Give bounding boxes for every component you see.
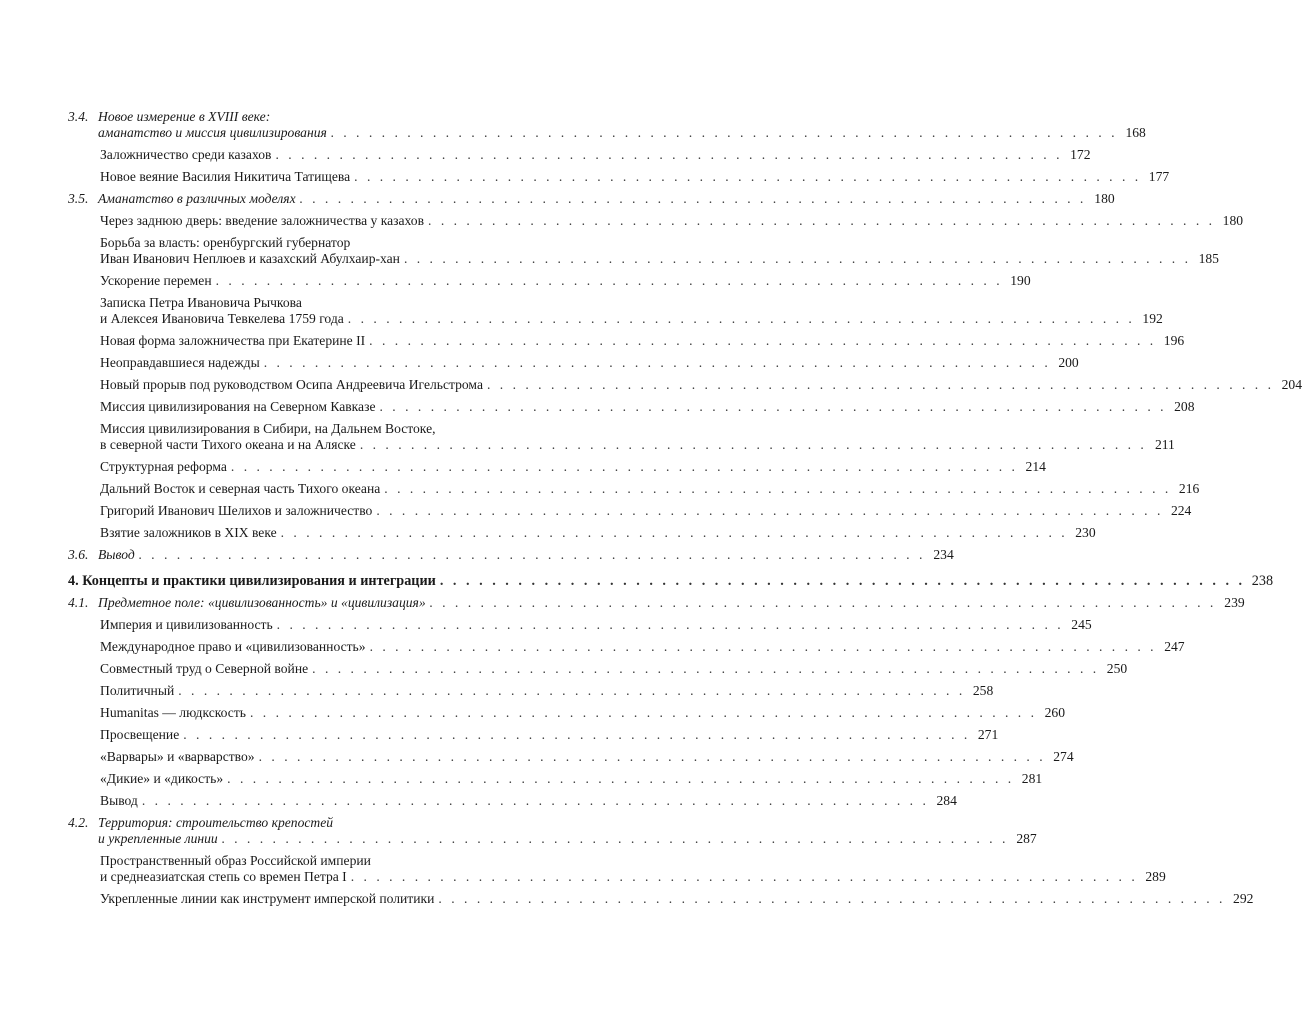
dot-leader: . . . . . . . . . . . . . . . . . . . . . . . . . . . . . . . . . . . . . . . . . . . . . . . . . . . . . . . . . . . . . . <box>275 147 1063 162</box>
page-number: 250 <box>1106 661 1128 676</box>
toc-entry <box>68 355 1079 371</box>
entry-title-line: Записка Петра Ивановича Рычкова <box>100 295 302 310</box>
dot-leader: . . . . . . . . . . . . . . . . . . . . . . . . . . . . . . . . . . . . . . . . . . . . . . . . . . . . . . . . . . . . . . <box>230 459 1018 474</box>
entry-title-line: Григорий Иванович Шелихов и заложничество <box>100 503 373 518</box>
toc-entry <box>68 793 957 809</box>
toc-entry <box>68 705 1065 721</box>
entry-title-line: Предметное поле: «цивилизованность» и «цивилизация» <box>98 595 426 610</box>
dot-leader: . . . . . . . . . . . . . . . . . . . . . . . . . . . . . . . . . . . . . . . . . . . . . . . . . . . . . . . . . . . . . . <box>227 771 1015 786</box>
entry-title-line: Новая форма заложничества при Екатерине II <box>100 333 366 348</box>
dot-leader: . . . . . . . . . . . . . . . . . . . . . . . . . . . . . . . . . . . . . . . . . . . . . . . . . . . . . . . . . . . . . . <box>330 125 1118 140</box>
page-number: 185 <box>1198 251 1219 266</box>
entry-title-line: аманатство и миссия цивилизирования <box>98 125 327 140</box>
entry-title-line: и Алексея Ивановича Тевкелева 1759 года <box>100 311 344 326</box>
toc-entry <box>68 573 1274 589</box>
dot-leader: . . . . . . . . . . . . . . . . . . . . . . . . . . . . . . . . . . . . . . . . . . . . . . . . . . . . . . . . . . . . . . <box>215 273 1003 288</box>
entry-title-line: Просвещение <box>100 727 180 742</box>
entry-title-line: Humanitas — людкскость <box>100 705 246 720</box>
toc-entry <box>68 273 1031 289</box>
entry-title-line: «Варвары» и «варварство» <box>100 749 255 764</box>
dot-leader: . . . . . . . . . . . . . . . . . . . . . . . . . . . . . . . . . . . . . . . . . . . . . . . . . . . . . . . . . . . . . . <box>429 595 1217 610</box>
dot-leader: . . . . . . . . . . . . . . . . . . . . . . . . . . . . . . . . . . . . . . . . . . . . . . . . . . . . . . . . . . . . . . <box>486 377 1274 392</box>
entry-title-line: Империя и цивилизованность <box>100 617 273 632</box>
toc-entry <box>68 617 1092 633</box>
dot-leader: . . . . . . . . . . . . . . . . . . . . . . . . . . . . . . . . . . . . . . . . . . . . . . . . . . . . . . . . . . . . . . <box>221 831 1009 846</box>
page-number: 260 <box>1044 705 1065 720</box>
page-number: 238 <box>1251 573 1274 589</box>
page-number: 177 <box>1148 169 1170 184</box>
dot-leader: . . . . . . . . . . . . . . . . . . . . . . . . . . . . . . . . . . . . . . . . . . . . . . . . . . . . . . . . . . . . . . <box>347 311 1135 326</box>
entry-title-line: «Дикие» и «дикость» <box>100 771 224 786</box>
toc-entry <box>68 235 1219 267</box>
page-number: 168 <box>1125 125 1146 140</box>
entry-title-line: в северной части Тихого океана и на Аляске <box>100 437 356 452</box>
entry-title-line: Укрепленные линии как инструмент имперской политики <box>100 891 435 906</box>
entry-title-line: Взятие заложников в XIX веке <box>100 525 277 540</box>
toc-entry <box>68 771 1043 787</box>
dot-leader: . . . . . . . . . . . . . . . . . . . . . . . . . . . . . . . . . . . . . . . . . . . . . . . . . . . . . . . . . . . . . . <box>376 503 1164 518</box>
toc-entry <box>68 213 1244 229</box>
toc-entry <box>68 147 1091 163</box>
toc-entry <box>68 661 1128 677</box>
entry-title-line: Через заднюю дверь: введение заложничества у казахов <box>100 213 425 228</box>
page-number: 234 <box>933 547 954 562</box>
toc-entry <box>68 481 1200 497</box>
page-number: 224 <box>1170 503 1192 518</box>
toc-entry <box>68 421 1175 453</box>
dot-leader: . . . . . . . . . . . . . . . . . . . . . . . . . . . . . . . . . . . . . . . . . . . . . . . . . . . . . . . . . . . . . . <box>312 661 1100 676</box>
dot-leader: . . . . . . . . . . . . . . . . . . . . . . . . . . . . . . . . . . . . . . . . . . . . . . . . . . . . . . . . . . . . . . <box>280 525 1068 540</box>
toc-entry <box>68 109 1146 141</box>
page-number: 274 <box>1053 749 1074 764</box>
dot-leader: . . . . . . . . . . . . . . . . . . . . . . . . . . . . . . . . . . . . . . . . . . . . . . . . . . . . . . . . . . . . . . <box>299 191 1087 206</box>
toc-entry <box>68 639 1185 655</box>
toc-entry <box>68 295 1163 327</box>
dot-leader: . . . . . . . . . . . . . . . . . . . . . . . . . . . . . . . . . . . . . . . . . . . . . . . . . . . . . . . . . . . . . . <box>428 213 1216 228</box>
entry-title-line: Иван Иванович Неплюев и казахский Абулхаир-хан <box>100 251 400 266</box>
toc-entry <box>68 525 1096 541</box>
page-number: 245 <box>1071 617 1092 632</box>
section-number: 4.2. <box>68 815 89 830</box>
toc-entry <box>68 169 1170 185</box>
entry-title-line: Неоправдавшиеся надежды <box>100 355 260 370</box>
section-number: 4.1. <box>68 595 89 610</box>
entry-title-line: Новое измерение в XVIII веке: <box>98 109 271 124</box>
page-number: 180 <box>1222 213 1244 228</box>
page-number: 292 <box>1233 891 1254 906</box>
toc-entry <box>68 891 1254 907</box>
toc-entry <box>68 399 1195 415</box>
page-number: 192 <box>1142 311 1163 326</box>
entry-title-line: и среднеазиатская степь со времен Петра I <box>100 869 347 884</box>
page-number: 247 <box>1164 639 1185 654</box>
dot-leader: . . . . . . . . . . . . . . . . . . . . . . . . . . . . . . . . . . . . . . . . . . . . . . . . . . . . . . . . . . . . . . <box>249 705 1037 720</box>
entry-title-line: Вывод <box>98 547 135 562</box>
dot-leader: . . . . . . . . . . . . . . . . . . . . . . . . . . . . . . . . . . . . . . . . . . . . . . . . . . . . . . . . . . . . . . <box>439 573 1246 589</box>
entry-title-line: Международное право и «цивилизованность» <box>100 639 366 654</box>
dot-leader: . . . . . . . . . . . . . . . . . . . . . . . . . . . . . . . . . . . . . . . . . . . . . . . . . . . . . . . . . . . . . . <box>141 793 929 808</box>
entry-title-line: Пространственный образ Российской империи <box>100 853 371 868</box>
section-number: 3.6. <box>68 547 89 562</box>
toc-entry <box>68 459 1046 475</box>
toc-entry <box>68 815 1037 847</box>
dot-leader: . . . . . . . . . . . . . . . . . . . . . . . . . . . . . . . . . . . . . . . . . . . . . . . . . . . . . . . . . . . . . . <box>403 251 1191 266</box>
page-number: 239 <box>1224 595 1245 610</box>
entry-title-line: Политичный <box>100 683 175 698</box>
page-number: 216 <box>1178 481 1200 496</box>
toc-entry <box>68 749 1074 765</box>
entry-title-line: Совместный труд о Северной войне <box>100 661 309 676</box>
page-number: 196 <box>1163 333 1185 348</box>
page-number: 204 <box>1281 377 1302 392</box>
page-number: 258 <box>972 683 994 698</box>
section-number: 3.4. <box>68 109 89 124</box>
dot-leader: . . . . . . . . . . . . . . . . . . . . . . . . . . . . . . . . . . . . . . . . . . . . . . . . . . . . . . . . . . . . . . <box>183 727 971 742</box>
toc-entry <box>68 377 1302 393</box>
toc-entry <box>68 853 1166 885</box>
toc-entry <box>68 727 999 743</box>
entry-title-line: Новый прорыв под руководством Осипа Андреевича Игельстрома <box>100 377 483 392</box>
page-number: 287 <box>1016 831 1037 846</box>
entry-title-line: Структурная реформа <box>100 459 227 474</box>
entry-title-line: 4. Концепты и практики цивилизирования и интеграции <box>68 573 436 589</box>
table-of-contents <box>68 109 1302 913</box>
dot-leader: . . . . . . . . . . . . . . . . . . . . . . . . . . . . . . . . . . . . . . . . . . . . . . . . . . . . . . . . . . . . . . <box>369 333 1157 348</box>
dot-leader: . . . . . . . . . . . . . . . . . . . . . . . . . . . . . . . . . . . . . . . . . . . . . . . . . . . . . . . . . . . . . . <box>438 891 1226 906</box>
page-number: 230 <box>1075 525 1096 540</box>
dot-leader: . . . . . . . . . . . . . . . . . . . . . . . . . . . . . . . . . . . . . . . . . . . . . . . . . . . . . . . . . . . . . . <box>379 399 1167 414</box>
page-number: 271 <box>977 727 999 742</box>
toc-entry <box>68 503 1192 519</box>
page-number: 284 <box>936 793 957 808</box>
page-number: 214 <box>1025 459 1046 474</box>
toc-entry <box>68 547 954 563</box>
entry-title-line: и укрепленные линии <box>98 831 218 846</box>
page-number: 211 <box>1154 437 1175 452</box>
entry-title-line: Миссия цивилизирования на Северном Кавказе <box>100 399 376 414</box>
page-number: 190 <box>1010 273 1031 288</box>
toc-entry <box>68 333 1185 349</box>
entry-title-line: Заложничество среди казахов <box>100 147 272 162</box>
dot-leader: . . . . . . . . . . . . . . . . . . . . . . . . . . . . . . . . . . . . . . . . . . . . . . . . . . . . . . . . . . . . . . <box>263 355 1051 370</box>
entry-title-line: Вывод <box>100 793 138 808</box>
page-number: 180 <box>1094 191 1115 206</box>
page-number: 281 <box>1021 771 1043 786</box>
entry-title-line: Новое веяние Василия Никитича Татищева <box>100 169 351 184</box>
dot-leader: . . . . . . . . . . . . . . . . . . . . . . . . . . . . . . . . . . . . . . . . . . . . . . . . . . . . . . . . . . . . . . <box>369 639 1157 654</box>
dot-leader: . . . . . . . . . . . . . . . . . . . . . . . . . . . . . . . . . . . . . . . . . . . . . . . . . . . . . . . . . . . . . . <box>258 749 1046 764</box>
page-number: 200 <box>1058 355 1079 370</box>
dot-leader: . . . . . . . . . . . . . . . . . . . . . . . . . . . . . . . . . . . . . . . . . . . . . . . . . . . . . . . . . . . . . . <box>276 617 1064 632</box>
dot-leader: . . . . . . . . . . . . . . . . . . . . . . . . . . . . . . . . . . . . . . . . . . . . . . . . . . . . . . . . . . . . . . <box>178 683 966 698</box>
entry-title-line: Дальний Восток и северная часть Тихого океана <box>100 481 381 496</box>
dot-leader: . . . . . . . . . . . . . . . . . . . . . . . . . . . . . . . . . . . . . . . . . . . . . . . . . . . . . . . . . . . . . . <box>354 169 1142 184</box>
entry-title-line: Ускорение перемен <box>100 273 212 288</box>
toc-entry <box>68 683 994 699</box>
entry-title-line: Миссия цивилизирования в Сибири, на Дальнем Востоке, <box>100 421 436 436</box>
dot-leader: . . . . . . . . . . . . . . . . . . . . . . . . . . . . . . . . . . . . . . . . . . . . . . . . . . . . . . . . . . . . . . <box>138 547 926 562</box>
page-number: 289 <box>1145 869 1166 884</box>
entry-title-line: Аманатство в различных моделях <box>98 191 296 206</box>
dot-leader: . . . . . . . . . . . . . . . . . . . . . . . . . . . . . . . . . . . . . . . . . . . . . . . . . . . . . . . . . . . . . . <box>350 869 1138 884</box>
dot-leader: . . . . . . . . . . . . . . . . . . . . . . . . . . . . . . . . . . . . . . . . . . . . . . . . . . . . . . . . . . . . . . <box>384 481 1172 496</box>
entry-title-line: Борьба за власть: оренбургский губернатор <box>100 235 351 250</box>
dot-leader: . . . . . . . . . . . . . . . . . . . . . . . . . . . . . . . . . . . . . . . . . . . . . . . . . . . . . . . . . . . . . . <box>359 437 1147 452</box>
toc-entry <box>68 191 1115 207</box>
page-number: 172 <box>1070 147 1091 162</box>
entry-title-line: Территория: строительство крепостей <box>98 815 334 830</box>
page-number: 208 <box>1174 399 1195 414</box>
section-number: 3.5. <box>68 191 89 206</box>
toc-entry <box>68 595 1245 611</box>
